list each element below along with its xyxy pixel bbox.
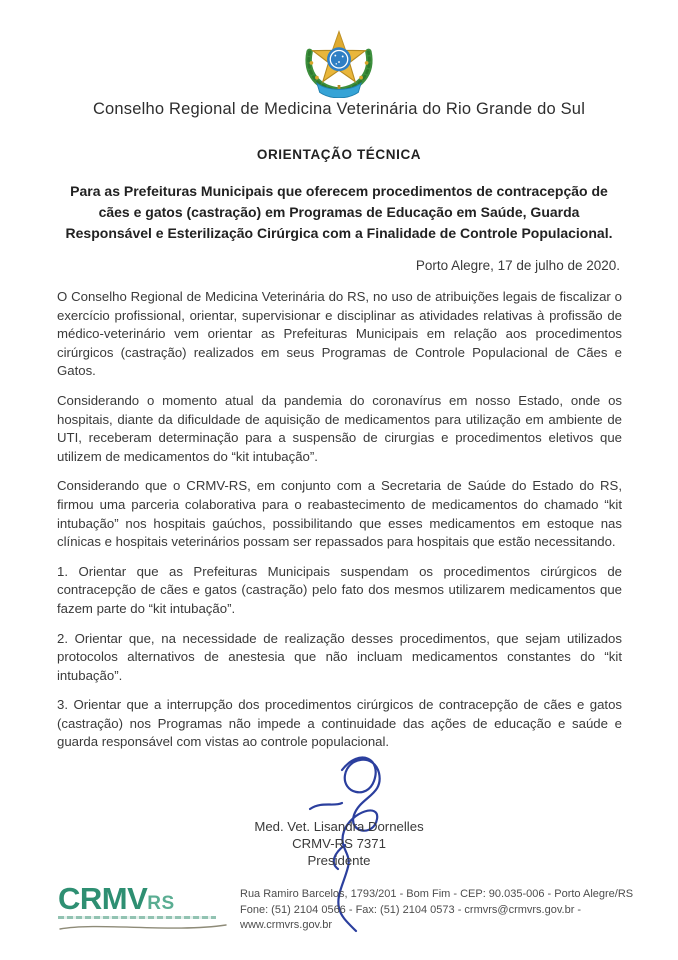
crmv-rs-logo <box>58 882 240 933</box>
coat-of-arms-brazil-icon <box>293 26 385 98</box>
paragraph-3: Considerando que o CRMV-RS, em conjunto com a Secretaria de Saúde do Estado do RS, firmou uma parceria colaborativa para o reabastecimento de medicamentos do chamado “kit intubação” nos hospitais gaúchos, possibilitando que esses medicamentos em estoque nas clínicas e hospitais veterinários possam ser repassados para hospitais que estão necessitando. <box>57 478 622 550</box>
list-item-2: 2. Orientar que, na necessidade de realização desses procedimentos, que sejam utilizados protocolos alternativos de anestesia que não incluam medicamentos constantes do “kit intubação”. <box>57 630 622 683</box>
footer-contact-block <box>240 882 658 934</box>
paragraph-2: Considerando o momento atual da pandemia do coronavírus em nosso Estado, onde os hospitais, diante da dificuldade de aquisição de medicamentos para utilização em ambiente de UTI, receberam determinação para a suspensão de cirurgias e procedimentos eletivos que utilizem de medicamentos do “kit intubação”. <box>57 392 622 464</box>
list-item-3: 3. Orientar que a interrupção dos procedimentos cirúrgicos de contracepção de cães e gatos (castração) nos Programas não impede a continuidade das ações de educação e saúde e guarda responsável com vistas ao controle populacional. <box>57 697 622 750</box>
footer-contact: Fone: (51) 2104 0566 - Fax: (51) 2104 0573 - crmvrs@crmvrs.gov.br - www.crmvrs.gov.br <box>240 903 582 931</box>
signatory-name: Med. Vet. Lisandra Dornelles <box>254 819 424 834</box>
footer <box>58 882 658 934</box>
signature-block <box>0 818 678 869</box>
list-item-1: 1. Orientar que as Prefeituras Municipais suspendam os procedimentos cirúrgicos de contracepção de cães e gatos (castração) pelo fato dos mesmos utilizarem medicamentos que fazem parte do “kit intubação”. <box>57 563 622 616</box>
dateline: Porto Alegre, 17 de julho de 2020. <box>415 258 620 273</box>
logo-text-crmv: CRMV <box>58 881 148 916</box>
subject-paragraph: Para as Prefeituras Municipais que oferecem procedimentos de contracepção de cães e gatos (castração) em Programas de Educação em Saúde, Guarda Responsável e Esterilização Cirúrgica com a Finalidade de Controle Populacional. <box>65 183 613 241</box>
signatory-role: Presidente <box>307 853 371 868</box>
paragraph-1: O Conselho Regional de Medicina Veterinária do RS, no uso de atribuições legais de fiscalizar o exercício profissional, orientar, supervisionar e disciplinar as atividades relativas à profissão de médico-veterinário vem orientar as Prefeituras Municipais em relação aos procedimentos cirúrgicos (castração) realizados em seus Programas de Controle Populacional de Cães e Gatos. <box>57 289 622 379</box>
org-title: Conselho Regional de Medicina Veterinária do Rio Grande do Sul <box>92 100 586 118</box>
logo-swoosh-curve <box>58 921 228 933</box>
signatory-registration: CRMV-RS 7371 <box>292 836 386 851</box>
footer-address: Rua Ramiro Barcelos, 1793/201 - Bom Fim - CEP: 90.035-006 - Porto Alegre/RS <box>240 888 634 900</box>
document-body <box>57 288 622 763</box>
logo-text-rs: RS <box>147 893 175 914</box>
logo-tagline-blur <box>58 916 216 919</box>
doc-title: ORIENTAÇÃO TÉCNICA <box>256 147 422 162</box>
